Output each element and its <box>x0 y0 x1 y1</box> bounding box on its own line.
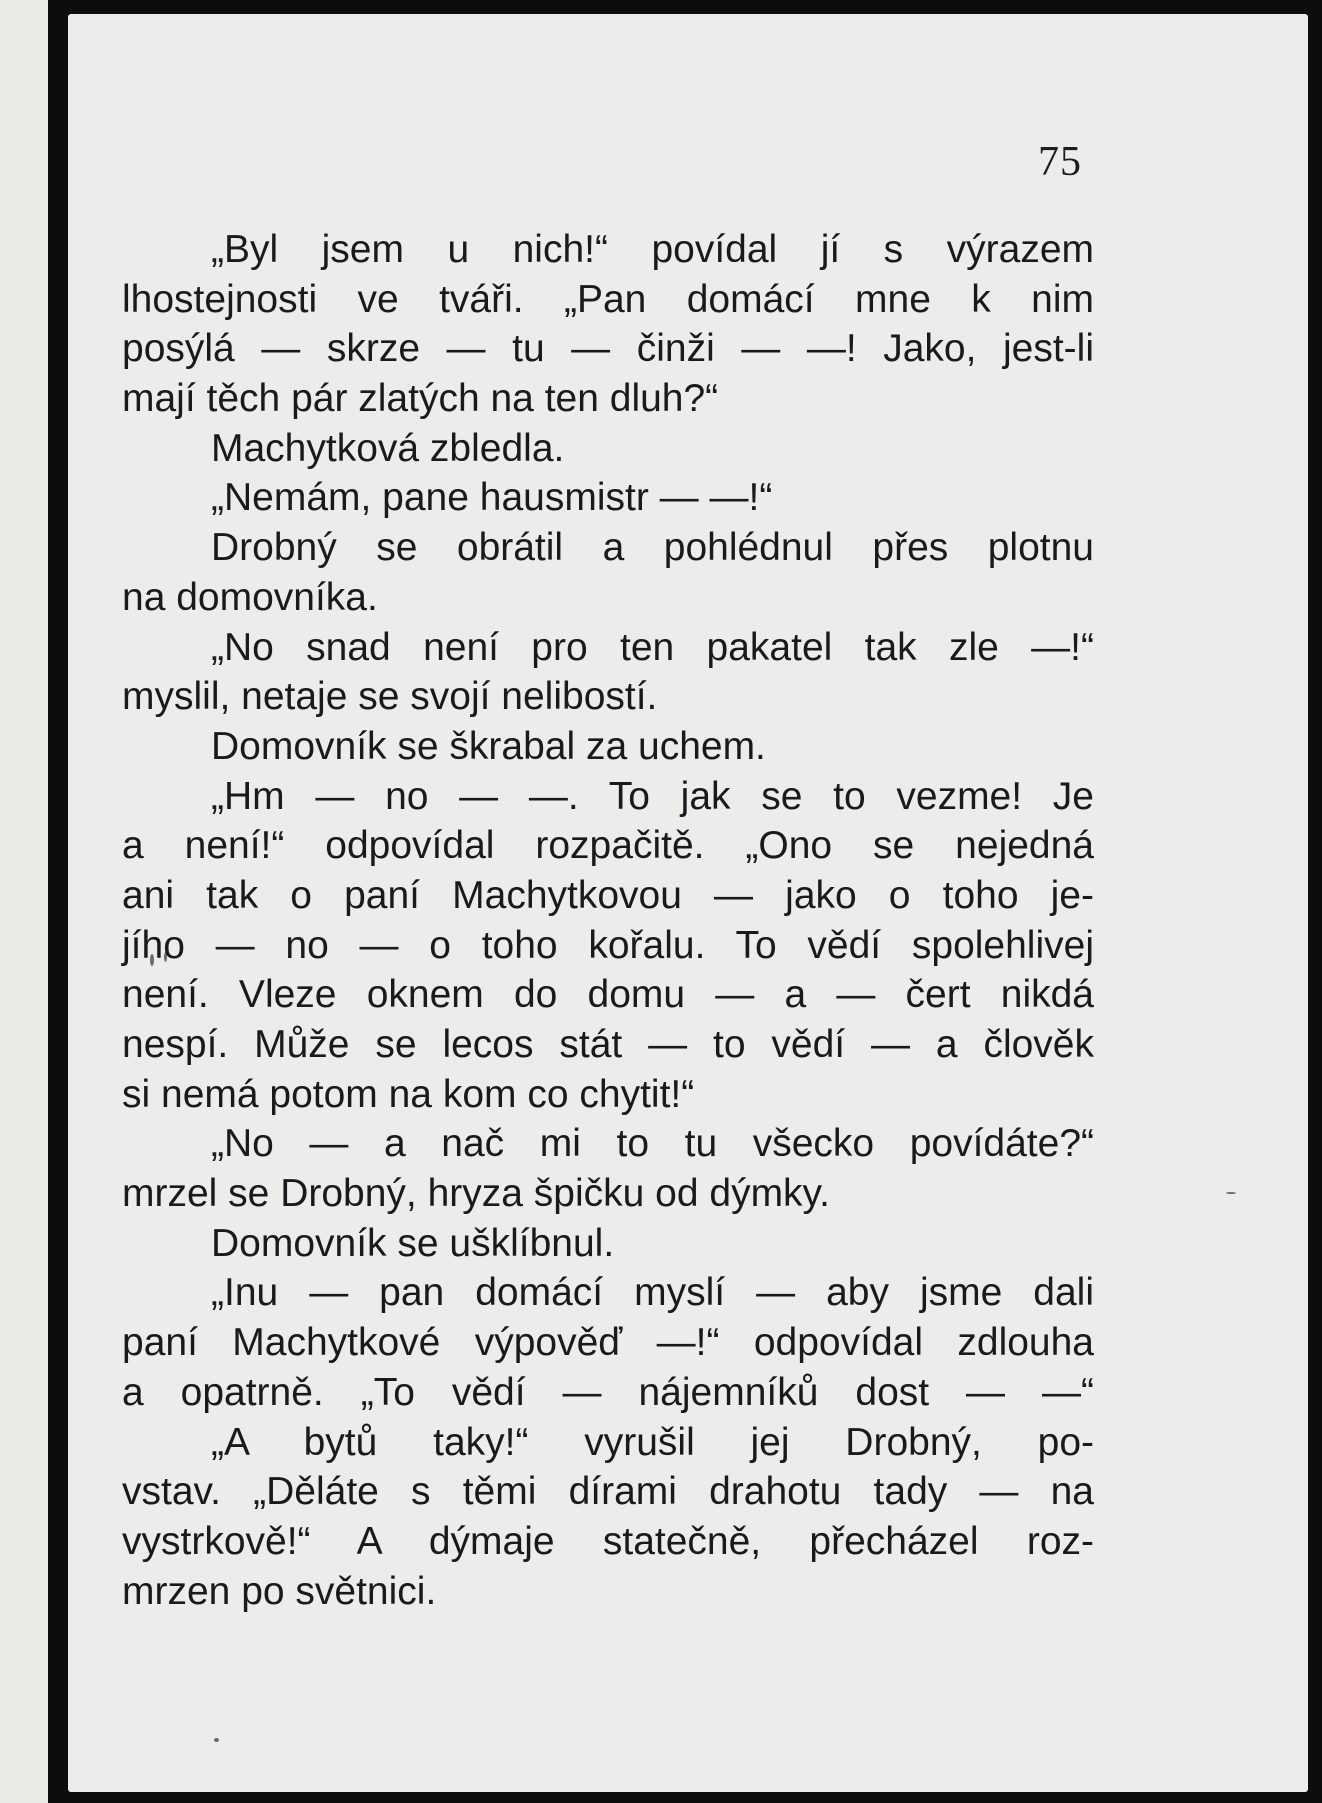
text-line: Machytková zbledla. <box>211 426 565 470</box>
text-line: myslil, netaje se svojí nelibostí. <box>122 675 658 719</box>
text-line: Domovník se ušklíbnul. <box>211 1221 615 1265</box>
text-line: „Byl jsem u nich!“ povídal jí s výrazem <box>211 228 1094 271</box>
text-line: Drobný se obrátil a pohlédnul přes plotnu <box>211 526 1094 570</box>
scan-speck <box>214 1738 219 1742</box>
text-line: mrzel se Drobný, hryza špičku od dýmky. <box>122 1172 830 1216</box>
text-line: „Nemám, pane hausmistr — —!“ <box>211 476 773 520</box>
text-line: posýlá — skrze — tu — činži — —! Jako, jest-li <box>122 327 1094 371</box>
page-number: 75 <box>1038 139 1082 185</box>
text-line: nespí. Může se lecos stát — to vědí — a člověk <box>122 1023 1094 1066</box>
text-line: „No snad není pro ten pakatel tak zle —!“ <box>211 625 1094 669</box>
text-line: „A bytů taky!“ vyrušil jej Drobný, po- <box>211 1420 1094 1464</box>
text-line: vstav. „Děláte s těmi dírami drahotu tady — na <box>122 1470 1094 1514</box>
text-line: a není!“ odpovídal rozpačitě. „Ono se nejedná <box>122 824 1094 868</box>
text-line: „Hm — no — —. To jak se to vezme! Je <box>211 774 1094 818</box>
body-text <box>122 225 1094 1616</box>
text-line: paní Machytkové výpověď —!“ odpovídal zdlouha <box>122 1321 1094 1365</box>
text-line: jího — no — o toho kořalu. To vědí spolehlivej <box>122 923 1094 967</box>
text-line: není. Vleze oknem do domu — a — čert nikdá <box>122 973 1094 1017</box>
text-line: lhostejnosti ve tváři. „Pan domácí mne k nim <box>122 277 1094 321</box>
text-line: ani tak o paní Machytkovou — jako o toho je- <box>122 873 1094 917</box>
text-line: „No — a nač mi to tu všecko povídáte?“ <box>211 1122 1094 1166</box>
text-line: vystrkově!“ A dýmaje statečně, přecházel roz- <box>122 1519 1094 1563</box>
adjacent-page-edge <box>0 0 48 1803</box>
scan-speck <box>1226 1192 1236 1194</box>
text-line: Domovník se škrabal za uchem. <box>211 724 766 768</box>
text-line: mají těch pár zlatých na ten dluh?“ <box>122 377 719 421</box>
text-line: „Inu — pan domácí myslí — aby jsme dali <box>211 1271 1094 1315</box>
text-line: mrzen po světnici. <box>122 1569 437 1613</box>
text-line: na domovníka. <box>122 575 378 619</box>
text-line: a opatrně. „To vědí — nájemníků dost — —“ <box>122 1370 1094 1414</box>
text-line: si nemá potom na kom co chytit!“ <box>122 1072 695 1116</box>
